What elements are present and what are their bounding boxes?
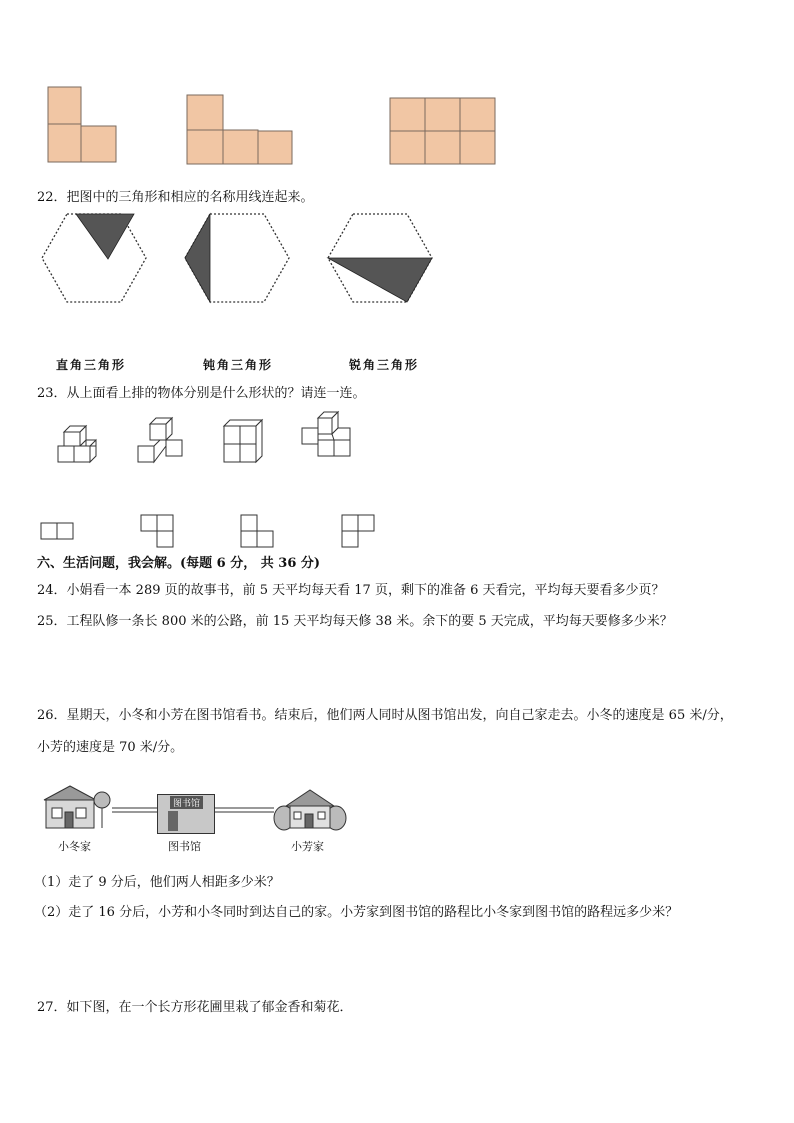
place-library: 图书馆	[168, 840, 201, 853]
place-xiaofang-home: 小芳家	[291, 840, 324, 853]
label-acute-triangle: 锐角三角形	[349, 358, 420, 372]
question-26-line1: 26．星期天，小冬和小芳在图书馆看书。结束后，他们两人同时从图书馆出发，向自己家走去。小冬的速度是 65 米/分，	[37, 708, 733, 723]
xiaofang-house-illustration	[272, 788, 348, 832]
question-25: 25．工程队修一条长 800 米的公路，前 15 天平均每天修 38 米。余下的要 5 天完成，平均每天要修多少米？	[37, 614, 673, 629]
road-left	[112, 806, 158, 814]
place-xiaodong-home: 小冬家	[58, 840, 91, 853]
question-26-sub2: （2）走了 16 分后，小芳和小冬同时到达自己的家。小芳家到图书馆的路程比小冬家到图书馆的路程远多少米？	[34, 905, 679, 920]
question-27: 27．如下图，在一个长方形花圃里栽了郁金香和菊花．	[37, 1000, 353, 1015]
cube-stack-4	[300, 410, 356, 466]
section-6-heading: 六、生活问题，我会解。(每题 6 分， 共 36 分)	[37, 556, 321, 571]
cube-stack-2	[136, 416, 186, 466]
xiaodong-house-illustration	[40, 782, 112, 832]
question-22: 22．把图中的三角形和相应的名称用线连起来。	[37, 190, 314, 205]
label-right-triangle: 直角三角形	[56, 358, 127, 372]
question-26-line2: 小芳的速度是 70 米/分。	[37, 740, 184, 755]
top-view-2	[140, 514, 176, 550]
library-building	[157, 794, 215, 834]
tile-figure-stair-shape	[186, 94, 294, 166]
library-sign: 图书馆	[170, 796, 203, 809]
question-23: 23．从上面看上排的物体分别是什么形状的？请连一连。	[37, 386, 366, 401]
label-obtuse-triangle: 钝角三角形	[203, 358, 274, 372]
top-view-4	[341, 514, 377, 550]
question-26-sub1: （1）走了 9 分后，他们两人相距多少米？	[34, 875, 280, 890]
tile-figure-l-shape	[47, 86, 119, 164]
cube-stack-3	[222, 418, 272, 464]
hexagon-right-triangle	[40, 212, 148, 304]
top-view-3	[240, 514, 276, 550]
question-24: 24．小娟看一本 289 页的故事书，前 5 天平均每天看 17 页，剩下的准备 6 天看完，平均每天要看多少页？	[37, 583, 665, 598]
tile-figure-rectangle	[389, 97, 497, 167]
road-right	[214, 806, 274, 814]
top-view-1	[40, 522, 76, 542]
hexagon-acute-triangle	[326, 212, 434, 304]
library-door	[168, 811, 178, 831]
hexagon-obtuse-triangle	[183, 212, 291, 304]
cube-stack-1	[56, 424, 106, 464]
